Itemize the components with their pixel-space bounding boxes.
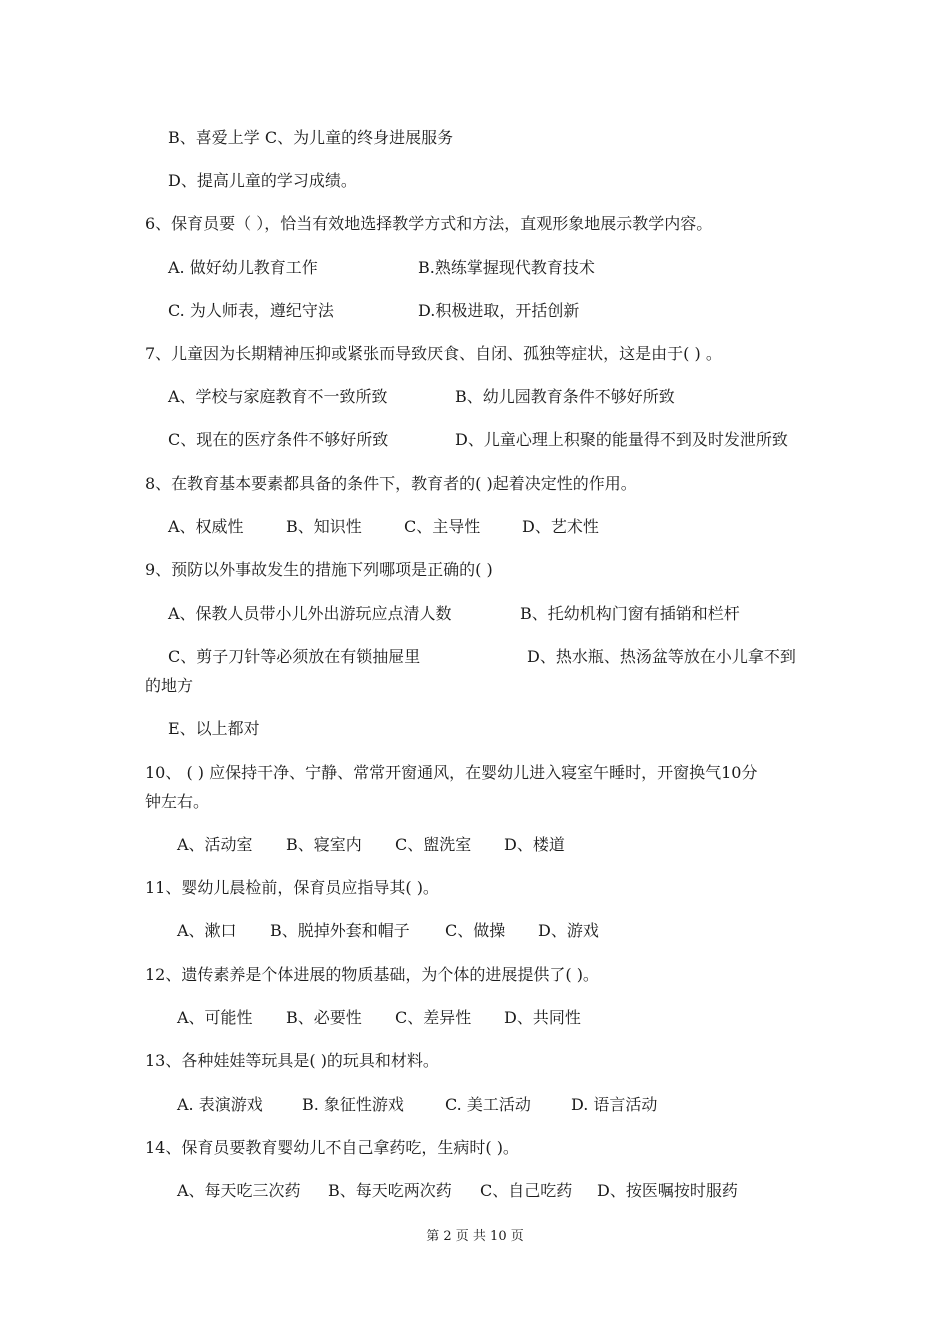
option-d: D、按医嘱按时服药 xyxy=(597,1181,738,1200)
option-b: B、寝室内 xyxy=(286,835,362,854)
option-a: A. 做好幼儿教育工作 xyxy=(168,258,318,277)
option-c: C. 为人师表，遵纪守法 xyxy=(168,301,334,320)
option-d: D、共同性 xyxy=(504,1008,581,1027)
option-c: C、自己吃药 xyxy=(480,1181,573,1200)
option-b: B、知识性 xyxy=(286,517,362,536)
question-6: 6、保育员要（ ），恰当有效地选择教学方式和方法，直观形象地展示教学内容。 xyxy=(145,214,713,233)
option-b: B.熟练掌握现代教育技术 xyxy=(418,258,595,277)
option-a: A、保教人员带小儿外出游玩应点清人数 xyxy=(168,604,452,623)
option-d: D. 语言活动 xyxy=(571,1095,658,1114)
option-c: C、剪子刀针等必须放在有锁抽屉里 xyxy=(168,647,421,666)
option-c: C、主导性 xyxy=(404,517,481,536)
option-d: D、楼道 xyxy=(504,835,565,854)
page-number-footer: 第 2 页 共 10 页 xyxy=(426,1229,524,1244)
option-b: B、必要性 xyxy=(286,1008,362,1027)
question-14: 14、保育员要教育婴幼儿不自己拿药吃，生病时( )。 xyxy=(145,1138,519,1157)
option-b: B、幼儿园教育条件不够好所致 xyxy=(455,387,675,406)
question-7: 7、儿童因为长期精神压抑或紧张而导致厌食、自闭、孤独等症状，这是由于( ) 。 xyxy=(145,344,722,363)
option-a: A. 表演游戏 xyxy=(177,1095,263,1114)
option-line: D、提高儿童的学习成绩。 xyxy=(168,171,357,190)
option-e: E、以上都对 xyxy=(168,719,260,738)
question-8: 8、在教育基本要素都具备的条件下，教育者的( )起着决定性的作用。 xyxy=(145,474,637,493)
option-a: A、权威性 xyxy=(168,517,244,536)
option-a: A、学校与家庭教育不一致所致 xyxy=(168,387,388,406)
option-b: B、每天吃两次药 xyxy=(328,1181,452,1200)
option-b: B、托幼机构门窗有插销和栏杆 xyxy=(520,604,740,623)
option-a: A、每天吃三次药 xyxy=(177,1181,301,1200)
question-10-continuation: 钟左右。 xyxy=(145,792,210,811)
question-13: 13、各种娃娃等玩具是( )的玩具和材料。 xyxy=(145,1051,439,1070)
question-9: 9、预防以外事故发生的措施下列哪项是正确的( ) xyxy=(145,560,493,579)
option-a: A、漱口 xyxy=(177,921,237,940)
option-a: A、可能性 xyxy=(177,1008,253,1027)
option-c: C、现在的医疗条件不够好所致 xyxy=(168,430,389,449)
option-line: B、喜爱上学 C、为儿童的终身进展服务 xyxy=(168,128,454,147)
option-continuation: 的地方 xyxy=(145,676,194,695)
option-c: C、差异性 xyxy=(395,1008,472,1027)
option-c: C、盥洗室 xyxy=(395,835,472,854)
option-d: D、儿童心理上积聚的能量得不到及时发泄所致 xyxy=(455,430,788,449)
question-11: 11、婴幼儿晨检前，保育员应指导其( )。 xyxy=(145,878,439,897)
option-b: B. 象征性游戏 xyxy=(302,1095,404,1114)
question-10: 10、 ( ) 应保持干净、宁静、常常开窗通风，在婴幼儿进入寝室午睡时，开窗换气10分 xyxy=(145,763,758,782)
option-c: C、做操 xyxy=(445,921,506,940)
option-c: C. 美工活动 xyxy=(445,1095,531,1114)
option-d: D、热水瓶、热汤盆等放在小儿拿不到 xyxy=(527,647,796,666)
option-a: A、活动室 xyxy=(177,835,253,854)
option-d: D.积极进取，开括创新 xyxy=(418,301,580,320)
option-d: D、艺术性 xyxy=(522,517,599,536)
question-12: 12、遗传素养是个体进展的物质基础，为个体的进展提供了( )。 xyxy=(145,965,599,984)
option-b: B、脱掉外套和帽子 xyxy=(270,921,410,940)
option-d: D、游戏 xyxy=(538,921,599,940)
